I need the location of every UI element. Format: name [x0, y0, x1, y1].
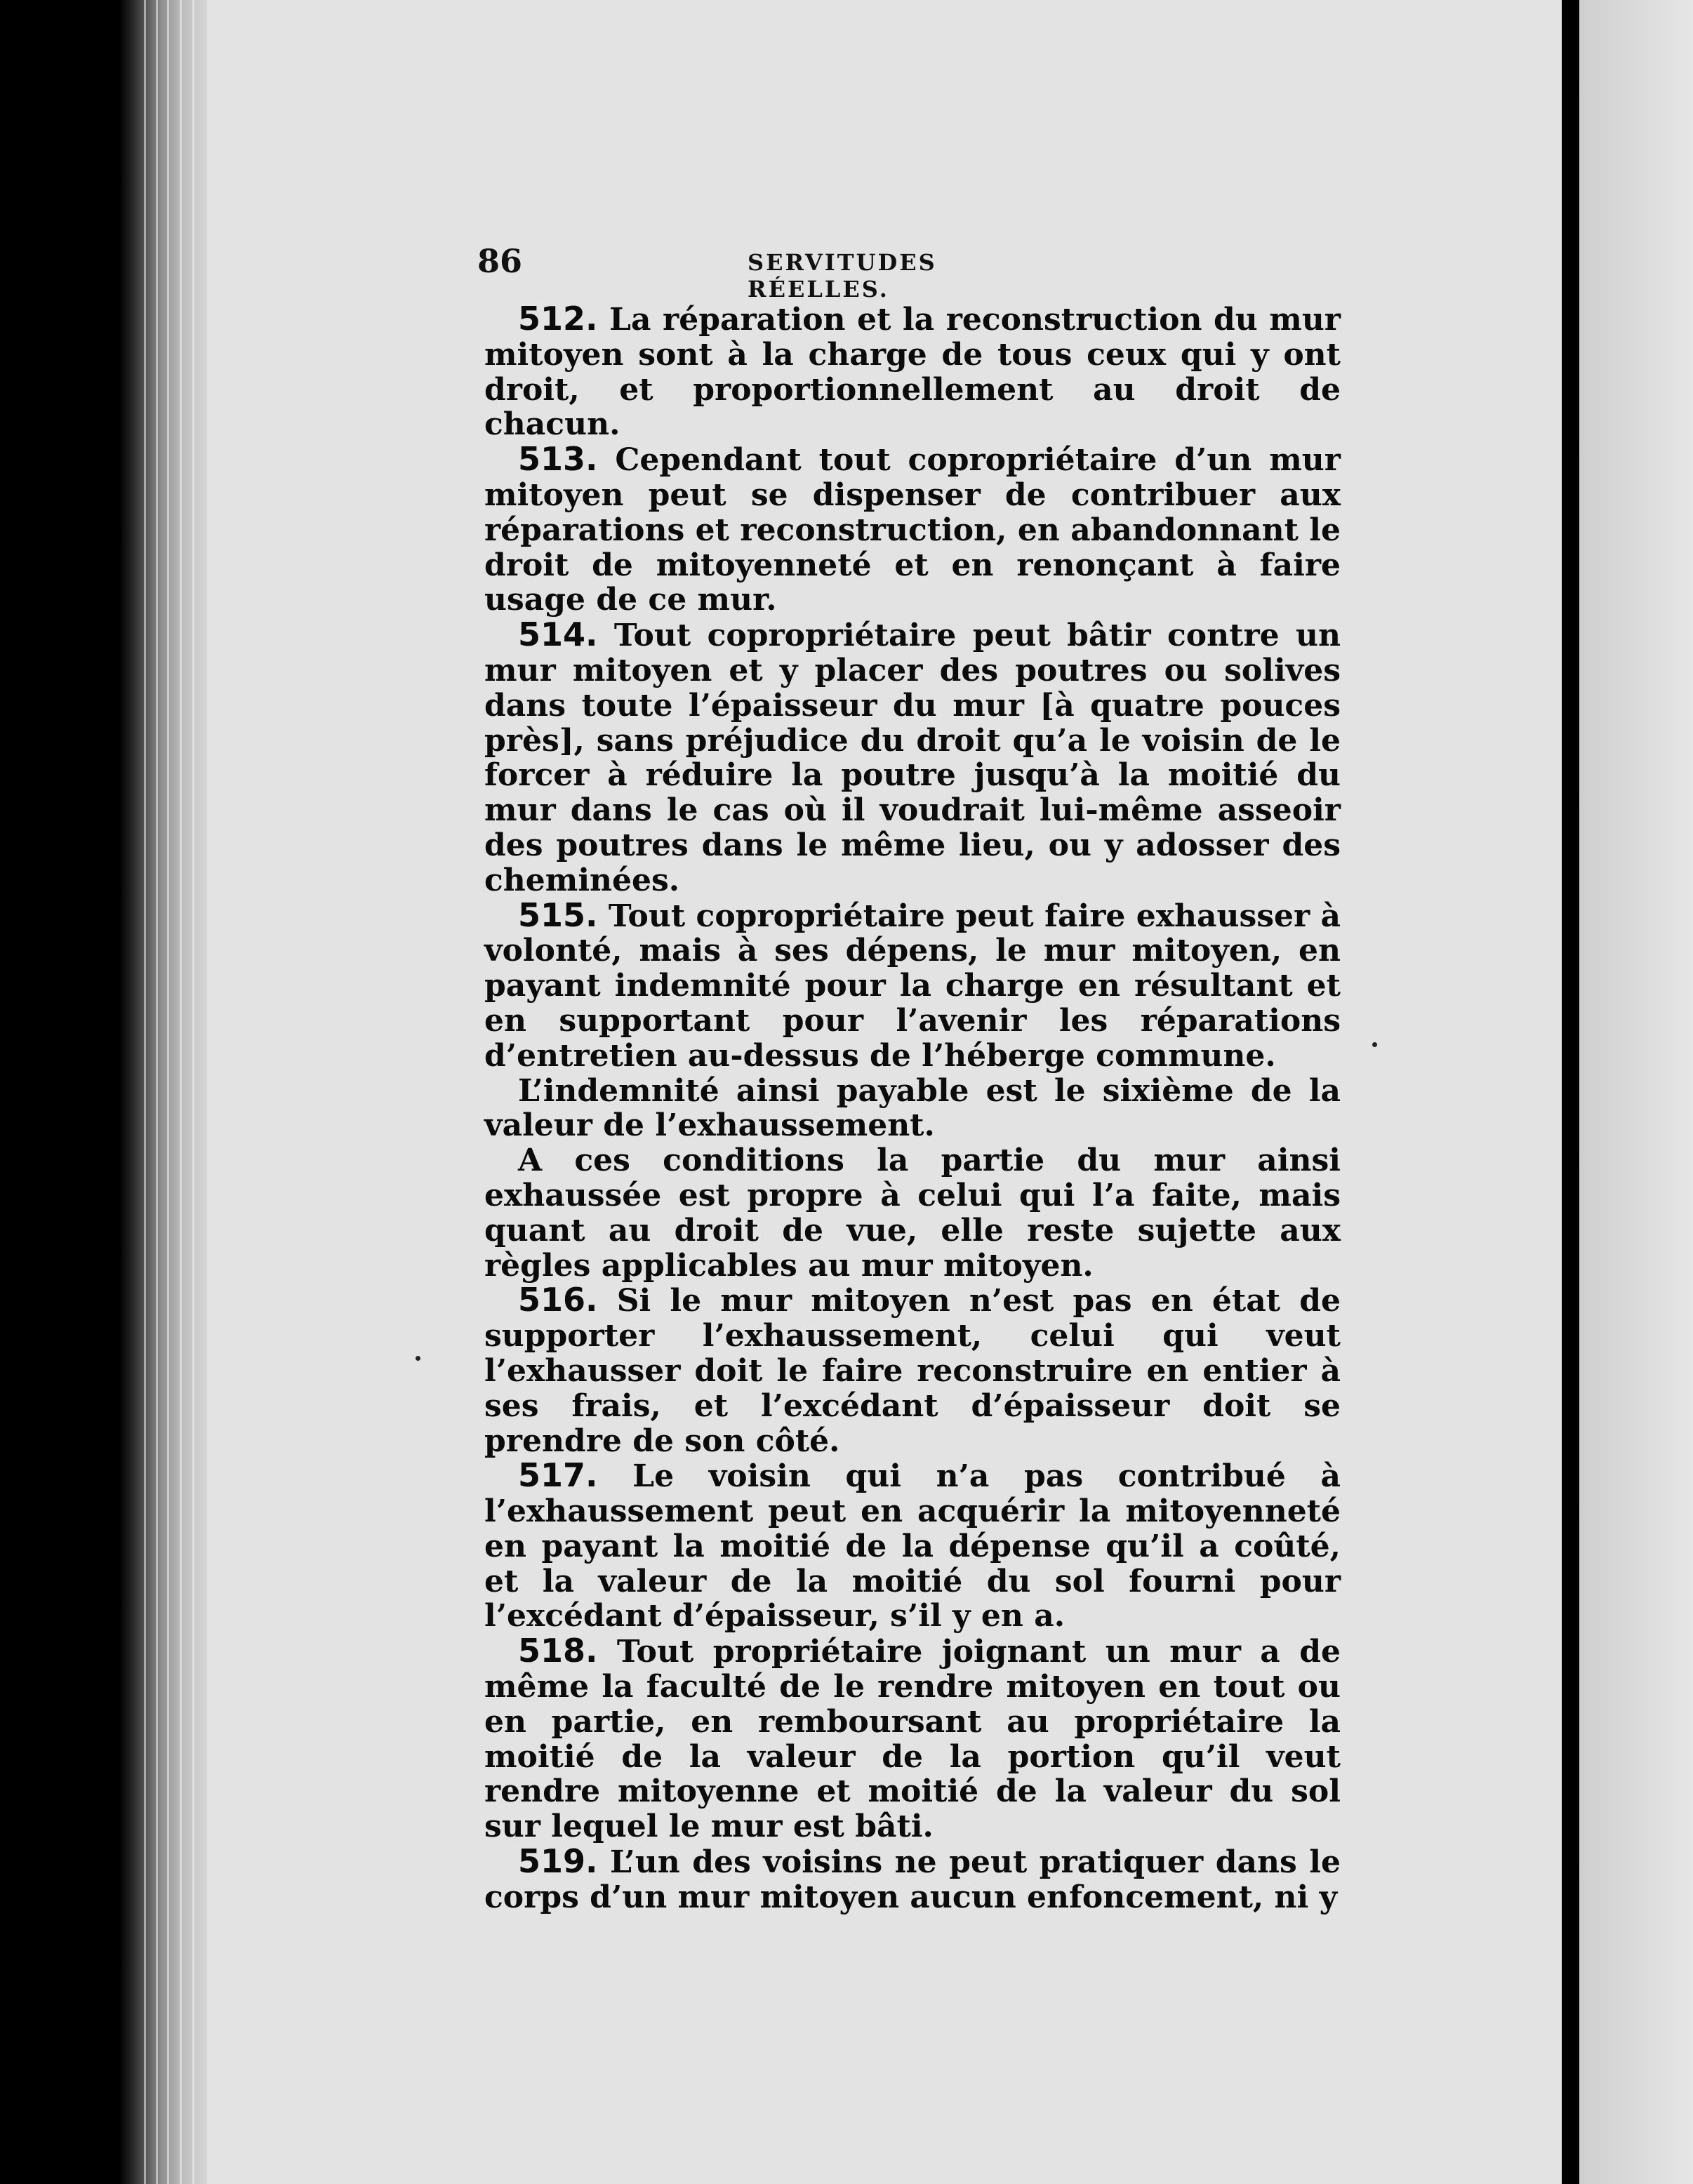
article-number: 518.	[518, 1632, 598, 1670]
page-leaf-edge	[156, 0, 158, 2184]
article-517	[484, 1458, 1341, 1634]
book-binding-edge	[0, 0, 211, 2184]
page-leaf-edge	[192, 0, 194, 2184]
article-body: Tout copropriétaire peut faire exhausser à volonté, mais à ses dépens, le mur mitoyen, en payant indemnité pour la charge en résultant et en supportant pour l’avenir les réparations d’entretien au-dessus de l’héberge commune.	[484, 898, 1341, 1074]
article-number: 514.	[518, 615, 598, 654]
article-number: 513.	[518, 440, 598, 479]
article-number: 519.	[518, 1842, 598, 1881]
article-body: Cependant tout copropriétaire d’un mur mitoyen peut se dispenser de contribuer aux réparations et reconstruction, en abandonnant le droit de mitoyenneté et en renonçant à faire usage de ce mur.	[484, 442, 1341, 618]
article-518	[484, 1634, 1341, 1844]
article-515-paragraph-3	[484, 1143, 1341, 1283]
article-519	[484, 1844, 1341, 1915]
article-body: Le voisin qui n’a pas contribué à l’exhaussement peut en acquérir la mitoyenneté en payant la moitié de la dépense qu’il a coûté, et la valeur de la moitié du sol fourni pour l’excédant d’épaisseur, s’il y en a.	[484, 1458, 1341, 1634]
page-gutter	[1562, 0, 1579, 2184]
article-body: Tout copropriétaire peut bâtir contre un mur mitoyen et y placer des poutres ou solives dans toute l’épaisseur du mur [à quatre pouces près], sans préjudice du droit qu’a le voisin de le forcer à réduire la poutre jusqu’à la moitié du mur dans le cas où il voudrait lui-même asseoir des poutres dans le même lieu, ou y adosser des cheminées.	[484, 618, 1341, 898]
article-number: 512.	[518, 300, 598, 338]
article-number: 517.	[518, 1456, 598, 1495]
article-515-paragraph-2	[484, 1074, 1341, 1144]
article-body: La réparation et la reconstruction du mur mitoyen sont à la charge de tous ceux qui y ont droit, et proportionnellement au droit de chacun.	[484, 302, 1341, 443]
page-number: 86	[477, 242, 523, 280]
article-513	[484, 442, 1341, 618]
running-header	[477, 242, 1081, 302]
article-516	[484, 1283, 1341, 1458]
article-body: A ces conditions la partie du mur ainsi exhaussée est propre à celui qui l’a faite, mais quant au droit de vue, elle reste sujette aux règles applicables au mur mitoyen.	[484, 1143, 1341, 1284]
ink-speck	[416, 1356, 420, 1361]
article-number: 516.	[518, 1281, 598, 1319]
article-515	[484, 895, 1341, 1074]
running-title: SERVITUDES RÉELLES.	[748, 249, 937, 302]
article-body: L’indemnité ainsi payable est le sixième de la valeur de l’exhaussement.	[484, 1072, 1341, 1144]
page-leaf-edge	[167, 0, 169, 2184]
article-512	[484, 302, 1341, 442]
article-514	[484, 615, 1341, 898]
article-body: Si le mur mitoyen n’est pas en état de supporter l’exhaussement, celui qui veut l’exhausser doit le faire reconstruire en entier à ses frais, et l’excédant d’épaisseur doit se prendre de son côté.	[484, 1283, 1341, 1459]
article-body: L’un des voisins ne peut pratiquer dans le corps d’un mur mitoyen aucun enfoncement, ni y	[484, 1844, 1341, 1915]
ink-speck	[1372, 1042, 1377, 1047]
article-text-block	[484, 302, 1341, 1915]
page-leaf-edge	[144, 0, 146, 2184]
page-leaf-edge	[180, 0, 182, 2184]
facing-page-edge	[1579, 0, 1693, 2184]
article-body: Tout propriétaire joignant un mur a de même la faculté de le rendre mitoyen en tout ou en partie, en remboursant au propriétaire la moitié de la valeur de la portion qu’il veut rendre mitoyenne et moitié de la valeur du sol sur lequel le mur est bâti.	[484, 1634, 1341, 1845]
article-number: 515.	[518, 895, 598, 934]
